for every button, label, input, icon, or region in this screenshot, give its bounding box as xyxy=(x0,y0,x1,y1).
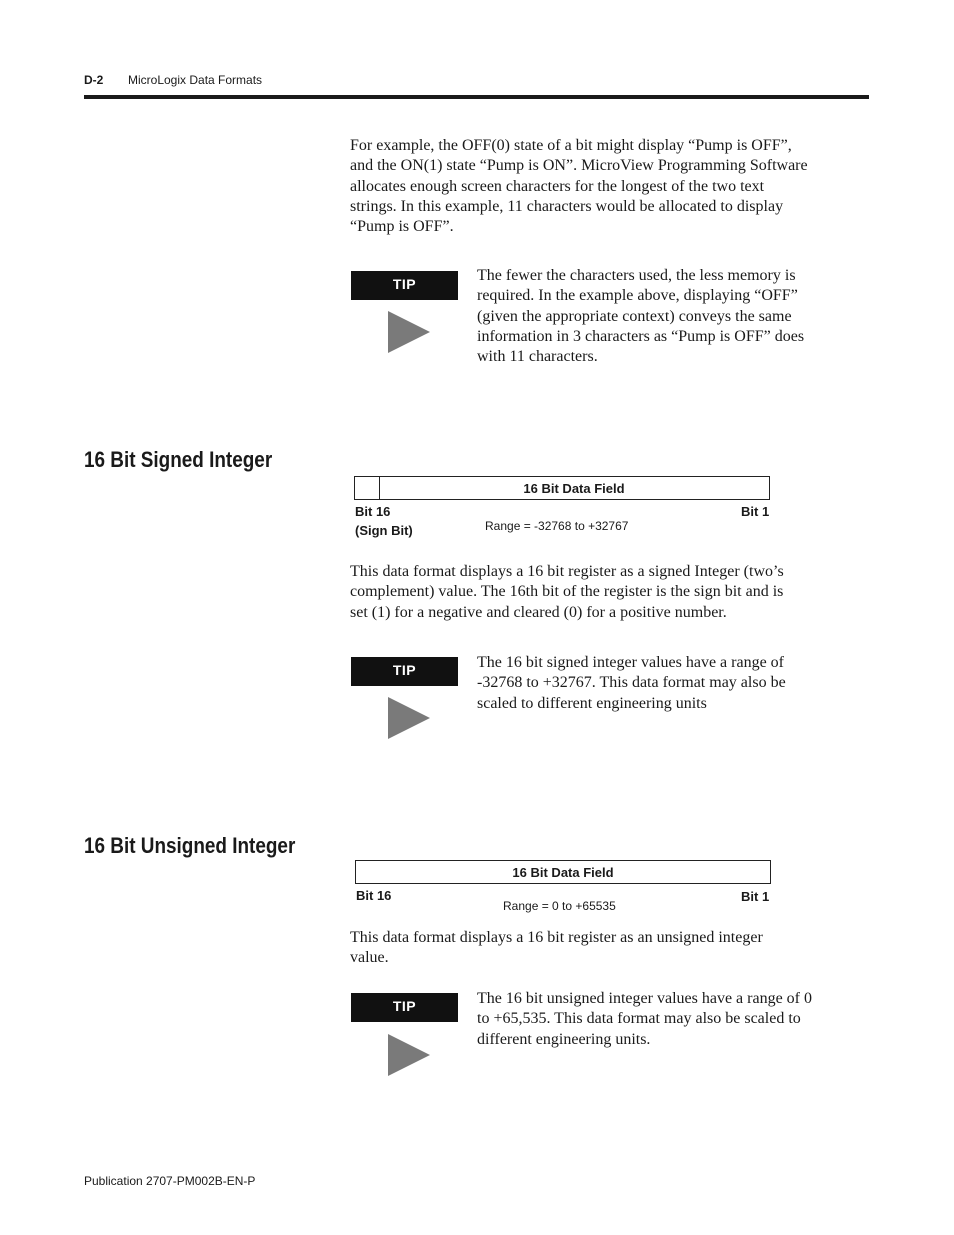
header-rule xyxy=(84,95,869,99)
field-label: 16 Bit Data Field xyxy=(523,481,625,496)
intro-paragraph xyxy=(350,136,865,237)
text-line: and the ON(1) state “Pump is ON”. MicroView Programming Software xyxy=(350,157,808,175)
text-line: -32768 to +32767. This data format may also be xyxy=(477,674,786,692)
tip-text xyxy=(477,653,867,714)
unsigned-paragraph xyxy=(350,928,865,969)
tip-label: TIP xyxy=(351,271,458,300)
range-label: Range = -32768 to +32767 xyxy=(485,519,629,533)
signed-paragraph xyxy=(350,562,865,623)
text-line: The 16 bit signed integer values have a range of xyxy=(477,654,784,671)
bit-field-diagram-unsigned xyxy=(355,860,771,884)
page-number: D-2 xyxy=(84,73,104,87)
text-line: strings. In this example, 11 characters would be allocated to display xyxy=(350,197,784,215)
text-line: The 16 bit unsigned integer values have a range of 0 xyxy=(477,990,812,1007)
text-line: value. xyxy=(350,949,389,967)
tip-text xyxy=(477,266,867,367)
text-line: required. In the example above, displaying “OFF” xyxy=(477,287,798,305)
tip-text xyxy=(477,989,867,1050)
footer-publication: Publication 2707-PM002B-EN-P xyxy=(84,1174,256,1188)
text-line: scaled to different engineering units xyxy=(477,694,707,712)
text-line: “Pump is OFF”. xyxy=(350,218,454,236)
text-line: information in 3 characters as “Pump is OFF” does xyxy=(477,327,805,345)
bit-low-label: Bit 1 xyxy=(741,504,770,519)
text-line: For example, the OFF(0) state of a bit might display “Pump is OFF”, xyxy=(350,137,792,154)
text-line: allocates enough screen characters for the longest of the two text xyxy=(350,177,765,195)
text-line: set (1) for a negative and cleared (0) for a positive number. xyxy=(350,603,727,621)
bit-high-label: Bit 16 xyxy=(356,888,392,903)
bit-high-label: Bit 16 xyxy=(355,504,391,519)
tip-arrow-icon xyxy=(388,697,430,739)
field-label: 16 Bit Data Field xyxy=(512,865,614,880)
tip-label: TIP xyxy=(351,657,458,686)
section-heading-unsigned: 16 Bit Unsigned Integer xyxy=(84,833,296,858)
text-line: to +65,535. This data format may also be scaled to xyxy=(477,1010,801,1028)
text-line: The fewer the characters used, the less memory is xyxy=(477,267,796,284)
text-line: This data format displays a 16 bit register as a signed Integer (two’s xyxy=(350,563,784,580)
bit-low-label: Bit 1 xyxy=(741,889,770,904)
sign-bit-cell xyxy=(355,477,380,499)
text-line: with 11 characters. xyxy=(477,348,598,366)
text-line: This data format displays a 16 bit register as an unsigned integer xyxy=(350,929,763,946)
tip-arrow-icon xyxy=(388,1034,430,1076)
range-label: Range = 0 to +65535 xyxy=(503,899,616,913)
section-heading-signed: 16 Bit Signed Integer xyxy=(84,447,273,472)
bit-field-diagram-signed xyxy=(354,476,770,500)
text-line: complement) value. The 16th bit of the register is the sign bit and is xyxy=(350,583,784,601)
text-line: (given the appropriate context) conveys the same xyxy=(477,307,792,325)
tip-label: TIP xyxy=(351,993,458,1022)
text-line: different engineering units. xyxy=(477,1030,651,1048)
sign-bit-note: (Sign Bit) xyxy=(355,523,413,538)
running-header-title: MicroLogix Data Formats xyxy=(128,73,263,87)
tip-arrow-icon xyxy=(388,311,430,353)
